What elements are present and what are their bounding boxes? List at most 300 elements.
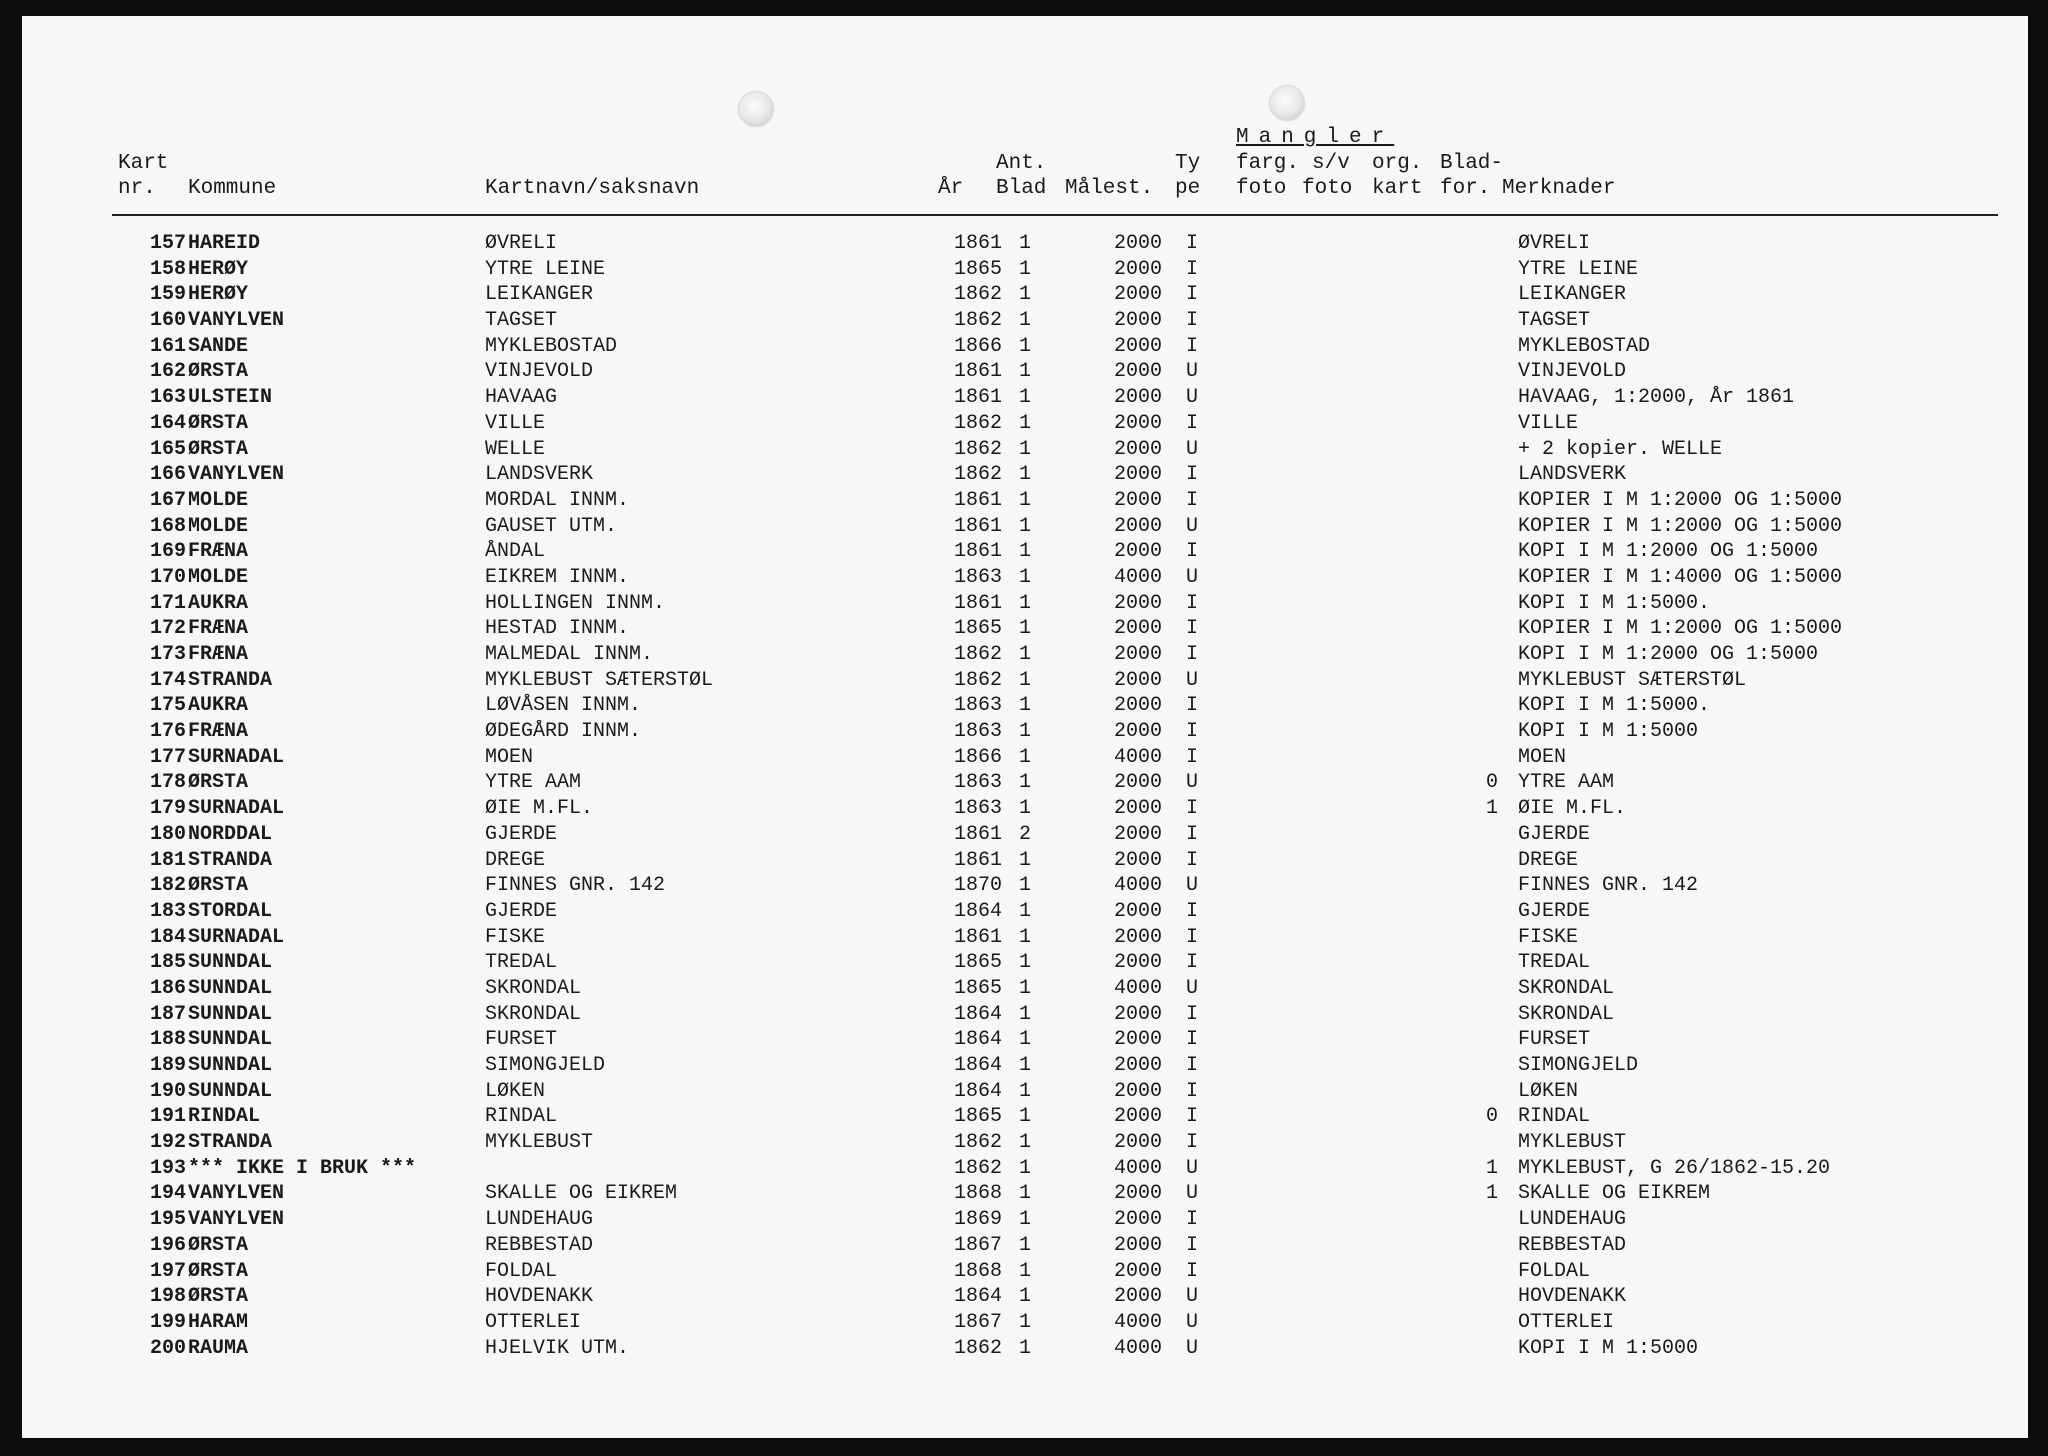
row-malestokk: 4000	[1113, 976, 1162, 1000]
table-row	[22, 720, 2028, 746]
row-type: I	[1185, 1105, 1198, 1129]
row-malestokk: 2000	[1113, 617, 1162, 641]
row-blad: 1	[1018, 309, 1031, 333]
row-type: I	[1185, 1233, 1198, 1257]
row-aar: 1863	[953, 797, 1002, 821]
row-malestokk: 4000	[1113, 1156, 1162, 1180]
row-blad: 1	[1018, 1285, 1031, 1309]
header-for: for.	[1440, 177, 1491, 200]
header-ty: Ty	[1175, 152, 1201, 175]
table-row	[22, 643, 2028, 669]
row-number: 169	[149, 540, 186, 564]
row-kartnavn: VILLE	[485, 411, 546, 435]
row-type: I	[1185, 1259, 1198, 1283]
row-kommune: FRÆNA	[188, 540, 249, 564]
row-blad-for: 1	[1485, 1156, 1498, 1180]
row-type: I	[1185, 309, 1198, 333]
row-malestokk: 2000	[1113, 1233, 1162, 1257]
row-blad: 1	[1018, 848, 1031, 872]
row-type: I	[1185, 540, 1198, 564]
row-number: 175	[149, 694, 186, 718]
row-type: I	[1185, 617, 1198, 641]
row-merknader: KOPI I M 1:5000	[1518, 720, 1699, 744]
row-aar: 1865	[953, 257, 1002, 281]
row-aar: 1870	[953, 874, 1002, 898]
row-aar: 1861	[953, 386, 1002, 410]
row-kartnavn: REBBESTAD	[485, 1233, 594, 1257]
table-row	[22, 694, 2028, 720]
row-kartnavn: ØVRELI	[485, 232, 558, 255]
row-type: I	[1185, 1054, 1198, 1077]
row-kommune: SUNNDAL	[188, 1054, 273, 1077]
row-aar: 1864	[953, 899, 1002, 923]
row-kartnavn: WELLE	[485, 437, 546, 461]
row-type: U	[1185, 386, 1198, 410]
row-type: I	[1185, 745, 1198, 769]
row-aar: 1868	[953, 1182, 1002, 1206]
row-type: I	[1185, 1208, 1198, 1232]
row-merknader: SKRONDAL	[1518, 1002, 1615, 1026]
row-type: U	[1185, 1310, 1198, 1334]
header-blad: Blad	[996, 177, 1047, 200]
row-aar: 1862	[953, 463, 1002, 487]
row-malestokk: 2000	[1113, 848, 1162, 872]
row-merknader: LØKEN	[1518, 1079, 1579, 1103]
row-aar: 1869	[953, 1208, 1002, 1232]
table-row	[22, 669, 2028, 695]
row-kommune: SURNADAL	[188, 797, 285, 821]
row-blad-for: 1	[1485, 1182, 1498, 1206]
row-kartnavn: RINDAL	[485, 1105, 558, 1129]
row-type: I	[1185, 591, 1198, 615]
row-merknader: TAGSET	[1518, 309, 1591, 333]
row-kommune: FRÆNA	[188, 617, 249, 641]
header-kommune: Kommune	[188, 177, 277, 200]
row-type: I	[1185, 899, 1198, 923]
row-blad: 1	[1018, 1002, 1031, 1026]
row-kommune: AUKRA	[188, 694, 249, 718]
table-row	[22, 232, 2028, 258]
row-blad: 1	[1018, 1028, 1031, 1052]
row-merknader: FURSET	[1518, 1028, 1591, 1052]
row-aar: 1863	[953, 720, 1002, 744]
row-kartnavn: HESTAD INNM.	[485, 617, 630, 641]
row-type: I	[1185, 822, 1198, 846]
table-row	[22, 1208, 2028, 1234]
table-row	[22, 1311, 2028, 1337]
row-kartnavn: EIKREM INNM.	[485, 565, 630, 589]
row-blad: 1	[1018, 925, 1031, 949]
row-aar: 1865	[953, 976, 1002, 1000]
row-merknader: KOPI I M 1:5000.	[1518, 694, 1711, 718]
row-aar: 1861	[953, 848, 1002, 872]
row-malestokk: 4000	[1113, 745, 1162, 769]
row-kommune: VANYLVEN	[188, 309, 285, 333]
row-kommune: NORDDAL	[188, 822, 273, 846]
row-malestokk: 2000	[1113, 1105, 1162, 1129]
row-aar: 1862	[953, 1131, 1002, 1155]
row-kartnavn: DREGE	[485, 848, 546, 872]
header-divider	[112, 214, 1998, 216]
row-merknader: YTRE AAM	[1518, 771, 1615, 795]
row-malestokk: 4000	[1113, 565, 1162, 589]
table-row	[22, 386, 2028, 412]
row-blad: 2	[1018, 822, 1031, 846]
row-kommune: STRANDA	[188, 848, 273, 872]
table-row	[22, 1105, 2028, 1131]
row-kartnavn: SKRONDAL	[485, 1002, 582, 1026]
row-malestokk: 2000	[1113, 694, 1162, 718]
row-number: 174	[149, 668, 186, 692]
row-number: 161	[149, 334, 186, 358]
table-row	[22, 309, 2028, 335]
row-kommune: *** IKKE I BRUK ***	[188, 1156, 417, 1180]
row-blad: 1	[1018, 1310, 1031, 1334]
row-malestokk: 2000	[1113, 309, 1162, 333]
row-number: 197	[149, 1259, 186, 1283]
row-kommune: VANYLVEN	[188, 1208, 285, 1232]
row-merknader: LANDSVERK	[1518, 463, 1627, 487]
row-number: 171	[149, 591, 186, 615]
row-blad: 1	[1018, 797, 1031, 821]
row-malestokk: 2000	[1113, 334, 1162, 358]
row-number: 170	[149, 565, 186, 589]
row-kommune: SUNNDAL	[188, 951, 273, 975]
row-merknader: SKRONDAL	[1518, 976, 1615, 1000]
row-malestokk: 2000	[1113, 411, 1162, 435]
row-merknader: MYKLEBOSTAD	[1518, 334, 1651, 358]
row-kommune: ØRSTA	[188, 1285, 249, 1309]
row-type: I	[1185, 232, 1198, 255]
row-kommune: SUNNDAL	[188, 1028, 273, 1052]
row-number: 165	[149, 437, 186, 461]
row-kartnavn: ØIE M.FL.	[485, 797, 594, 821]
row-blad: 1	[1018, 591, 1031, 615]
header-kartnavn: Kartnavn/saksnavn	[485, 177, 700, 200]
header-farg: farg.	[1236, 152, 1300, 175]
row-blad: 1	[1018, 745, 1031, 769]
row-blad: 1	[1018, 1054, 1031, 1077]
table-row	[22, 489, 2028, 515]
row-malestokk: 2000	[1113, 257, 1162, 281]
row-malestokk: 4000	[1113, 874, 1162, 898]
header-ant: Ant.	[996, 152, 1047, 175]
row-number: 187	[149, 1002, 186, 1026]
header-pe: pe	[1175, 177, 1201, 200]
row-kommune: ØRSTA	[188, 437, 249, 461]
row-merknader: YTRE LEINE	[1518, 257, 1639, 281]
row-merknader: MYKLEBUST SÆTERSTØL	[1518, 668, 1747, 692]
row-kartnavn: YTRE LEINE	[485, 257, 606, 281]
row-kommune: SURNADAL	[188, 745, 285, 769]
row-aar: 1868	[953, 1259, 1002, 1283]
row-type: I	[1185, 1028, 1198, 1052]
row-kartnavn: OTTERLEI	[485, 1310, 582, 1334]
table-row	[22, 1260, 2028, 1286]
row-type: I	[1185, 411, 1198, 435]
row-kommune: STRANDA	[188, 668, 273, 692]
row-kartnavn: YTRE AAM	[485, 771, 582, 795]
row-merknader: TREDAL	[1518, 951, 1591, 975]
row-kartnavn: GJERDE	[485, 899, 558, 923]
row-blad: 1	[1018, 232, 1031, 255]
row-number: 193	[149, 1156, 186, 1180]
table-row	[22, 1080, 2028, 1106]
row-malestokk: 2000	[1113, 386, 1162, 410]
table-row	[22, 617, 2028, 643]
row-kartnavn: MYKLEBUST	[485, 1131, 594, 1155]
row-malestokk: 4000	[1113, 1310, 1162, 1334]
table-row	[22, 1131, 2028, 1157]
row-number: 173	[149, 643, 186, 666]
row-merknader: FISKE	[1518, 925, 1579, 949]
row-kartnavn: MALMEDAL INNM.	[485, 643, 654, 666]
row-number: 166	[149, 463, 186, 487]
table-row	[22, 1337, 2028, 1363]
row-merknader: GJERDE	[1518, 899, 1591, 923]
row-merknader: REBBESTAD	[1518, 1233, 1627, 1257]
row-kartnavn: LEIKANGER	[485, 283, 594, 307]
row-kommune: HERØY	[188, 283, 249, 307]
row-kartnavn: MORDAL INNM.	[485, 488, 630, 512]
row-blad: 1	[1018, 951, 1031, 975]
row-merknader: FINNES GNR. 142	[1518, 874, 1699, 898]
table-row	[22, 1157, 2028, 1183]
table-row	[22, 746, 2028, 772]
row-type: I	[1185, 283, 1198, 307]
row-kommune: HAREID	[188, 232, 261, 255]
row-malestokk: 2000	[1113, 1285, 1162, 1309]
row-blad-for: 1	[1485, 797, 1498, 821]
row-number: 181	[149, 848, 186, 872]
table-row	[22, 335, 2028, 361]
row-kartnavn: HJELVIK UTM.	[485, 1336, 630, 1360]
header-aar: År	[938, 177, 964, 200]
row-type: U	[1185, 668, 1198, 692]
row-kommune: SURNADAL	[188, 925, 285, 949]
row-kommune: SUNNDAL	[188, 1079, 273, 1103]
row-kartnavn: FURSET	[485, 1028, 558, 1052]
row-kommune: FRÆNA	[188, 643, 249, 666]
row-kartnavn: SKALLE OG EIKREM	[485, 1182, 678, 1206]
row-merknader: + 2 kopier. WELLE	[1518, 437, 1723, 461]
row-kartnavn: MYKLEBOSTAD	[485, 334, 618, 358]
row-merknader: RINDAL	[1518, 1105, 1591, 1129]
row-merknader: SKALLE OG EIKREM	[1518, 1182, 1711, 1206]
row-number: 168	[149, 514, 186, 538]
row-aar: 1862	[953, 1336, 1002, 1360]
row-blad: 1	[1018, 1182, 1031, 1206]
row-aar: 1865	[953, 1105, 1002, 1129]
row-aar: 1863	[953, 771, 1002, 795]
row-number: 177	[149, 745, 186, 769]
row-aar: 1862	[953, 283, 1002, 307]
row-blad: 1	[1018, 360, 1031, 384]
row-blad: 1	[1018, 437, 1031, 461]
row-number: 179	[149, 797, 186, 821]
row-merknader: MYKLEBUST, G 26/1862-15.20	[1518, 1156, 1831, 1180]
table-row	[22, 823, 2028, 849]
row-kommune: MOLDE	[188, 488, 249, 512]
row-aar: 1861	[953, 591, 1002, 615]
row-number: 183	[149, 899, 186, 923]
row-number: 163	[149, 386, 186, 410]
row-aar: 1864	[953, 1079, 1002, 1103]
table-row	[22, 977, 2028, 1003]
row-malestokk: 2000	[1113, 1028, 1162, 1052]
row-aar: 1862	[953, 309, 1002, 333]
row-kartnavn: MOEN	[485, 745, 534, 769]
row-aar: 1863	[953, 694, 1002, 718]
row-malestokk: 2000	[1113, 514, 1162, 538]
row-aar: 1862	[953, 643, 1002, 666]
row-kartnavn: TAGSET	[485, 309, 558, 333]
row-number: 188	[149, 1028, 186, 1052]
row-merknader: HAVAAG, 1:2000, År 1861	[1518, 386, 1795, 410]
row-type: I	[1185, 951, 1198, 975]
row-kartnavn: HAVAAG	[485, 386, 558, 410]
row-kommune: ØRSTA	[188, 1233, 249, 1257]
row-kartnavn: HOVDENAKK	[485, 1285, 594, 1309]
row-blad: 1	[1018, 771, 1031, 795]
table-row	[22, 951, 2028, 977]
row-kommune: ØRSTA	[188, 1259, 249, 1283]
row-kartnavn: LANDSVERK	[485, 463, 594, 487]
row-type: U	[1185, 1156, 1198, 1180]
row-blad: 1	[1018, 617, 1031, 641]
header-malest: Målest.	[1065, 177, 1154, 200]
row-type: I	[1185, 488, 1198, 512]
row-aar: 1867	[953, 1233, 1002, 1257]
row-aar: 1862	[953, 437, 1002, 461]
row-type: I	[1185, 1002, 1198, 1026]
row-aar: 1867	[953, 1310, 1002, 1334]
row-type: U	[1185, 874, 1198, 898]
row-kartnavn: LØKEN	[485, 1079, 546, 1103]
row-malestokk: 2000	[1113, 668, 1162, 692]
row-blad-for: 0	[1485, 771, 1498, 795]
table-row	[22, 900, 2028, 926]
row-malestokk: 2000	[1113, 1259, 1162, 1283]
row-kommune: STORDAL	[188, 899, 273, 923]
row-merknader: DREGE	[1518, 848, 1579, 872]
row-merknader: KOPI I M 1:5000	[1518, 1336, 1699, 1360]
row-kommune: ULSTEIN	[188, 386, 273, 410]
row-malestokk: 2000	[1113, 1079, 1162, 1103]
row-blad: 1	[1018, 694, 1031, 718]
row-merknader: OTTERLEI	[1518, 1310, 1615, 1334]
table-row	[22, 771, 2028, 797]
row-kartnavn: ÅNDAL	[485, 540, 546, 564]
row-blad: 1	[1018, 1156, 1031, 1180]
row-kartnavn: VINJEVOLD	[485, 360, 594, 384]
row-aar: 1861	[953, 925, 1002, 949]
row-blad: 1	[1018, 514, 1031, 538]
row-kommune: HARAM	[188, 1310, 249, 1334]
row-merknader: HOVDENAKK	[1518, 1285, 1627, 1309]
row-blad: 1	[1018, 1259, 1031, 1283]
row-number: 186	[149, 976, 186, 1000]
row-aar: 1861	[953, 360, 1002, 384]
row-aar: 1862	[953, 1156, 1002, 1180]
row-blad: 1	[1018, 874, 1031, 898]
row-type: U	[1185, 976, 1198, 1000]
row-aar: 1866	[953, 334, 1002, 358]
row-malestokk: 2000	[1113, 591, 1162, 615]
row-malestokk: 2000	[1113, 1182, 1162, 1206]
row-kommune: ØRSTA	[188, 771, 249, 795]
table-row	[22, 540, 2028, 566]
row-malestokk: 2000	[1113, 1131, 1162, 1155]
header-foto-1: foto	[1236, 177, 1287, 200]
row-blad: 1	[1018, 1105, 1031, 1129]
row-merknader: FOLDAL	[1518, 1259, 1591, 1283]
row-kommune: AUKRA	[188, 591, 249, 615]
header-kart: Kart	[118, 152, 169, 175]
row-blad: 1	[1018, 643, 1031, 666]
row-kommune: ØRSTA	[188, 874, 249, 898]
header-merknader: Merknader	[1502, 177, 1616, 200]
row-blad: 1	[1018, 668, 1031, 692]
row-aar: 1861	[953, 488, 1002, 512]
row-number: 176	[149, 720, 186, 744]
row-blad: 1	[1018, 540, 1031, 564]
row-blad: 1	[1018, 1233, 1031, 1257]
row-kommune: ØRSTA	[188, 360, 249, 384]
row-malestokk: 2000	[1113, 951, 1162, 975]
table-row	[22, 1234, 2028, 1260]
row-kartnavn: GJERDE	[485, 822, 558, 846]
row-kartnavn: FOLDAL	[485, 1259, 558, 1283]
row-number: 189	[149, 1054, 186, 1077]
table-row	[22, 926, 2028, 952]
row-malestokk: 2000	[1113, 822, 1162, 846]
row-type: U	[1185, 437, 1198, 461]
row-aar: 1862	[953, 668, 1002, 692]
row-blad: 1	[1018, 1336, 1031, 1360]
row-number: 191	[149, 1105, 186, 1129]
row-merknader: KOPIER I M 1:4000 OG 1:5000	[1518, 565, 1843, 589]
row-kommune: MOLDE	[188, 565, 249, 589]
row-kommune: HERØY	[188, 257, 249, 281]
row-type: U	[1185, 360, 1198, 384]
row-type: U	[1185, 771, 1198, 795]
row-merknader: KOPI I M 1:5000.	[1518, 591, 1711, 615]
row-aar: 1865	[953, 617, 1002, 641]
row-aar: 1861	[953, 514, 1002, 538]
row-malestokk: 2000	[1113, 643, 1162, 666]
row-kommune: SANDE	[188, 334, 249, 358]
row-malestokk: 2000	[1113, 720, 1162, 744]
row-aar: 1861	[953, 540, 1002, 564]
row-malestokk: 2000	[1113, 437, 1162, 461]
row-malestokk: 2000	[1113, 899, 1162, 923]
row-type: U	[1185, 1336, 1198, 1360]
row-type: U	[1185, 1285, 1198, 1309]
row-kartnavn: ØDEGÅRD INNM.	[485, 720, 642, 744]
table-row	[22, 849, 2028, 875]
row-malestokk: 2000	[1113, 1002, 1162, 1026]
row-malestokk: 4000	[1113, 1336, 1162, 1360]
row-kartnavn: MYKLEBUST SÆTERSTØL	[485, 668, 714, 692]
row-number: 199	[149, 1310, 186, 1334]
row-malestokk: 2000	[1113, 540, 1162, 564]
row-number: 194	[149, 1182, 186, 1206]
table-row	[22, 283, 2028, 309]
row-blad: 1	[1018, 565, 1031, 589]
row-aar: 1863	[953, 565, 1002, 589]
punch-hole-right	[1270, 86, 1304, 120]
